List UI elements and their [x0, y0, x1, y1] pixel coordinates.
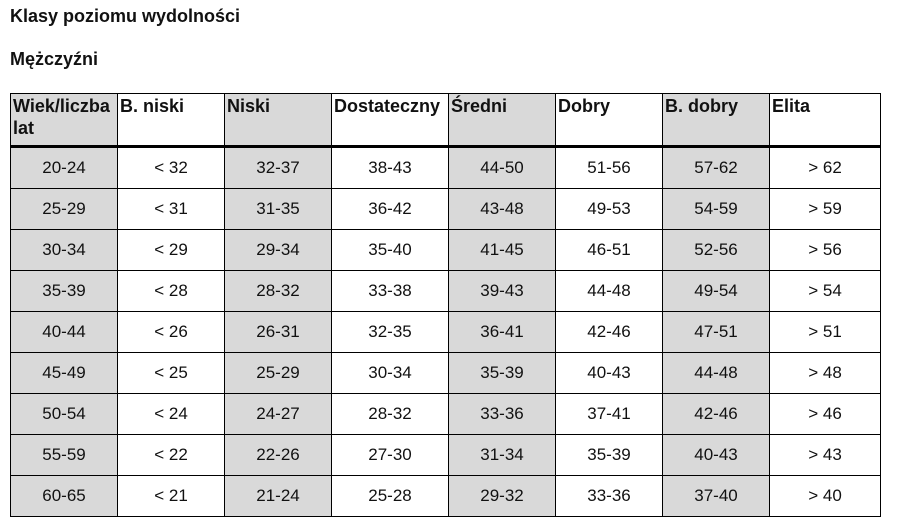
cell-very-low: < 26: [118, 312, 225, 353]
cell-very-good: 54-59: [663, 189, 770, 230]
cell-low: 25-29: [225, 353, 332, 394]
cell-very-good: 49-54: [663, 271, 770, 312]
header-average: Średni: [449, 94, 556, 147]
cell-low: 32-37: [225, 147, 332, 189]
cell-age: 30-34: [11, 230, 118, 271]
cell-age: 20-24: [11, 147, 118, 189]
cell-sufficient: 38-43: [332, 147, 449, 189]
cell-very-good: 47-51: [663, 312, 770, 353]
fitness-levels-table: [10, 93, 881, 517]
page-title: Klasy poziomu wydolności: [10, 6, 241, 26]
cell-very-good: 52-56: [663, 230, 770, 271]
cell-very-low: < 28: [118, 271, 225, 312]
header-very-good: B. dobry: [663, 94, 770, 147]
table-body: [11, 147, 881, 517]
cell-average: 29-32: [449, 476, 556, 517]
cell-very-good: 44-48: [663, 353, 770, 394]
cell-sufficient: 33-38: [332, 271, 449, 312]
section-subtitle: Mężczyźni: [10, 49, 99, 69]
cell-good: 51-56: [556, 147, 663, 189]
cell-very-low: < 24: [118, 394, 225, 435]
header-very-low: B. niski: [118, 94, 225, 147]
cell-very-low: < 25: [118, 353, 225, 394]
cell-very-low: < 32: [118, 147, 225, 189]
cell-sufficient: 30-34: [332, 353, 449, 394]
cell-average: 43-48: [449, 189, 556, 230]
cell-sufficient: 35-40: [332, 230, 449, 271]
cell-elite: > 40: [770, 476, 881, 517]
cell-good: 46-51: [556, 230, 663, 271]
cell-average: 35-39: [449, 353, 556, 394]
cell-elite: > 48: [770, 353, 881, 394]
cell-average: 44-50: [449, 147, 556, 189]
table-row: [11, 230, 881, 271]
cell-sufficient: 28-32: [332, 394, 449, 435]
cell-sufficient: 36-42: [332, 189, 449, 230]
table-row: [11, 147, 881, 189]
cell-age: 25-29: [11, 189, 118, 230]
cell-age: 40-44: [11, 312, 118, 353]
table-row: [11, 394, 881, 435]
cell-average: 31-34: [449, 435, 556, 476]
cell-low: 22-26: [225, 435, 332, 476]
cell-good: 42-46: [556, 312, 663, 353]
table-row: [11, 312, 881, 353]
cell-very-good: 40-43: [663, 435, 770, 476]
cell-low: 31-35: [225, 189, 332, 230]
cell-elite: > 56: [770, 230, 881, 271]
header-good: Dobry: [556, 94, 663, 147]
cell-low: 26-31: [225, 312, 332, 353]
cell-good: 37-41: [556, 394, 663, 435]
table-row: [11, 476, 881, 517]
table-header-row: [11, 94, 881, 147]
cell-age: 55-59: [11, 435, 118, 476]
cell-good: 33-36: [556, 476, 663, 517]
cell-very-good: 42-46: [663, 394, 770, 435]
table-row: [11, 435, 881, 476]
cell-good: 44-48: [556, 271, 663, 312]
cell-average: 39-43: [449, 271, 556, 312]
cell-average: 33-36: [449, 394, 556, 435]
cell-elite: > 46: [770, 394, 881, 435]
header-age: Wiek/liczba lat: [11, 94, 118, 147]
cell-very-low: < 29: [118, 230, 225, 271]
header-sufficient: Dostateczny: [332, 94, 449, 147]
cell-sufficient: 25-28: [332, 476, 449, 517]
cell-very-good: 37-40: [663, 476, 770, 517]
cell-sufficient: 27-30: [332, 435, 449, 476]
cell-age: 60-65: [11, 476, 118, 517]
cell-low: 21-24: [225, 476, 332, 517]
cell-average: 36-41: [449, 312, 556, 353]
cell-low: 29-34: [225, 230, 332, 271]
cell-age: 50-54: [11, 394, 118, 435]
table-row: [11, 353, 881, 394]
header-elite: Elita: [770, 94, 881, 147]
cell-elite: > 43: [770, 435, 881, 476]
cell-elite: > 59: [770, 189, 881, 230]
cell-very-low: < 31: [118, 189, 225, 230]
cell-good: 35-39: [556, 435, 663, 476]
table-row: [11, 189, 881, 230]
cell-elite: > 62: [770, 147, 881, 189]
cell-good: 40-43: [556, 353, 663, 394]
cell-age: 45-49: [11, 353, 118, 394]
cell-average: 41-45: [449, 230, 556, 271]
cell-very-low: < 21: [118, 476, 225, 517]
cell-sufficient: 32-35: [332, 312, 449, 353]
header-low: Niski: [225, 94, 332, 147]
cell-very-low: < 22: [118, 435, 225, 476]
cell-elite: > 51: [770, 312, 881, 353]
cell-low: 28-32: [225, 271, 332, 312]
cell-low: 24-27: [225, 394, 332, 435]
table-row: [11, 271, 881, 312]
cell-very-good: 57-62: [663, 147, 770, 189]
cell-age: 35-39: [11, 271, 118, 312]
cell-good: 49-53: [556, 189, 663, 230]
cell-elite: > 54: [770, 271, 881, 312]
